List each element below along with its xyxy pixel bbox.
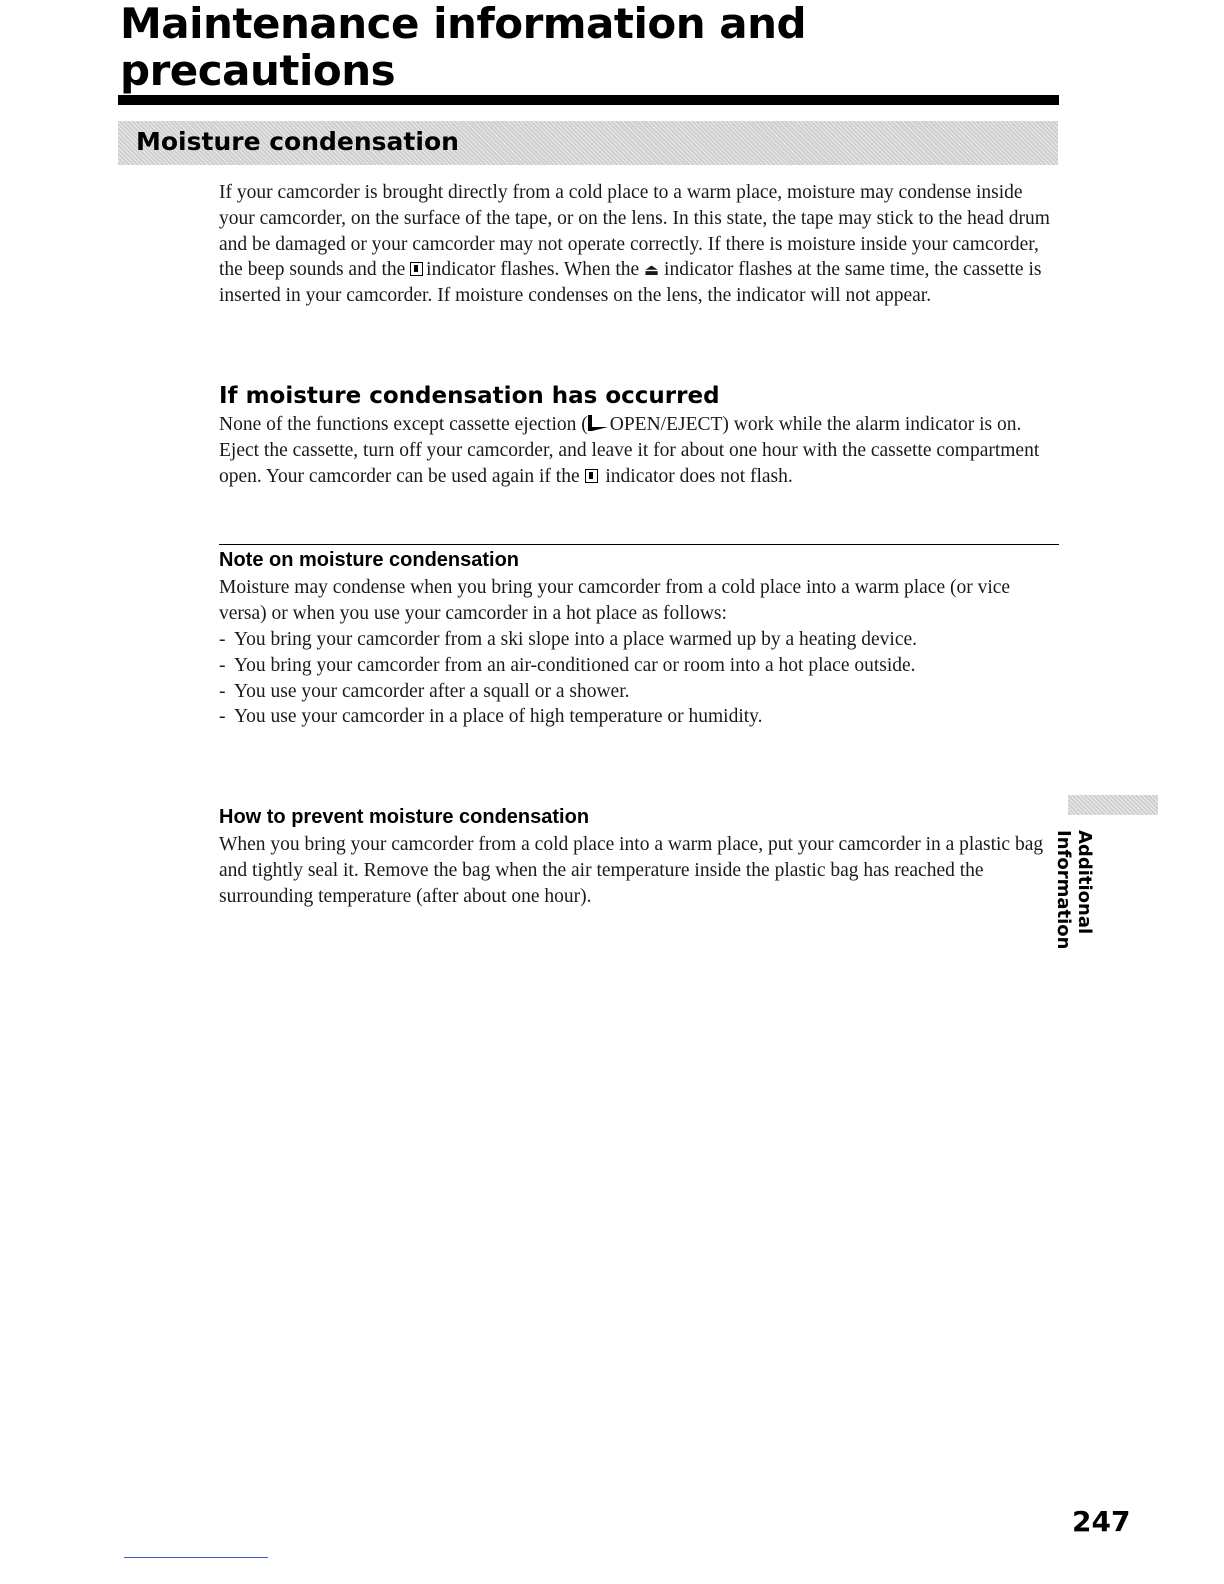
list-item: - You use your camcorder after a squall or a shower. — [219, 680, 630, 702]
prevent-paragraph: When you bring your camcorder from a cold place into a warm place, put your camcorder in a plastic bag and tightly seal it. Remove the bag when the air temperature inside the plastic bag has reached the surrounding temperature (after about one hour). — [219, 834, 1044, 907]
list-item: - You bring your camcorder from an air-conditioned car or room into a hot place outside. — [219, 654, 916, 676]
footer-rule — [124, 1557, 268, 1558]
note-paragraph: Moisture may condense when you bring your camcorder from a cold place into a warm place (or vice versa) or when you use your camcorder in a hot place as follows: — [219, 577, 1011, 624]
note-heading: Note on moisture condensation — [219, 549, 520, 571]
occurred-text-3: indicator does not flash. — [605, 465, 793, 487]
side-tab-marker — [1068, 795, 1158, 815]
side-tab-label: Additional Information — [1053, 830, 1095, 950]
section-divider — [219, 544, 1059, 545]
open-eject-button-label: OPEN/EJECT — [609, 414, 723, 435]
intro-text-1: If your camcorder is brought directly from a cold place to a warm place, moisture may condense inside your camcorder, on the surface of the tape, or on the lens. In this state, the tape may stick to the head drum and be damaged or your camcorder may not operate correctly. If there is moisture inside your camcorder, the beep sounds and the — [219, 182, 1050, 281]
open-eject-icon — [588, 415, 610, 431]
title-rule — [118, 95, 1059, 105]
occurred-paragraph — [219, 412, 1059, 489]
occurred-text-2: ) work while the alarm indicator is on. Eject the cassette, turn off your camcorder, and leave it for about one hour with the cassette compartment open. Your camcorder can be used again if the — [219, 414, 1040, 487]
condition-list — [219, 627, 1039, 730]
occurred-heading: If moisture condensation has occurred — [219, 383, 720, 409]
list-item: - You bring your camcorder from a ski slope into a place warmed up by a heating device. — [219, 629, 918, 650]
moisture-indicator-icon — [585, 469, 598, 483]
intro-text-2: indicator flashes. When the — [426, 259, 640, 281]
page-number: 247 — [1072, 1505, 1131, 1538]
eject-icon: ⏏ — [644, 260, 660, 280]
section-banner — [118, 121, 1058, 165]
section-heading: Moisture condensation — [136, 127, 459, 156]
moisture-indicator-icon — [410, 262, 423, 276]
intro-text-3: indicator flashes at the same time, the cassette is inserted in your camcorder. If moisture condenses on the lens, the indicator will not appear. — [219, 259, 1042, 307]
page-title: Maintenance information and precautions — [120, 0, 807, 95]
list-item: - You use your camcorder in a place of high temperature or humidity. — [219, 706, 763, 728]
intro-paragraph — [219, 180, 1059, 309]
prevent-heading: How to prevent moisture condensation — [219, 806, 590, 828]
occurred-text-1: None of the functions except cassette ejection ( — [219, 414, 588, 435]
